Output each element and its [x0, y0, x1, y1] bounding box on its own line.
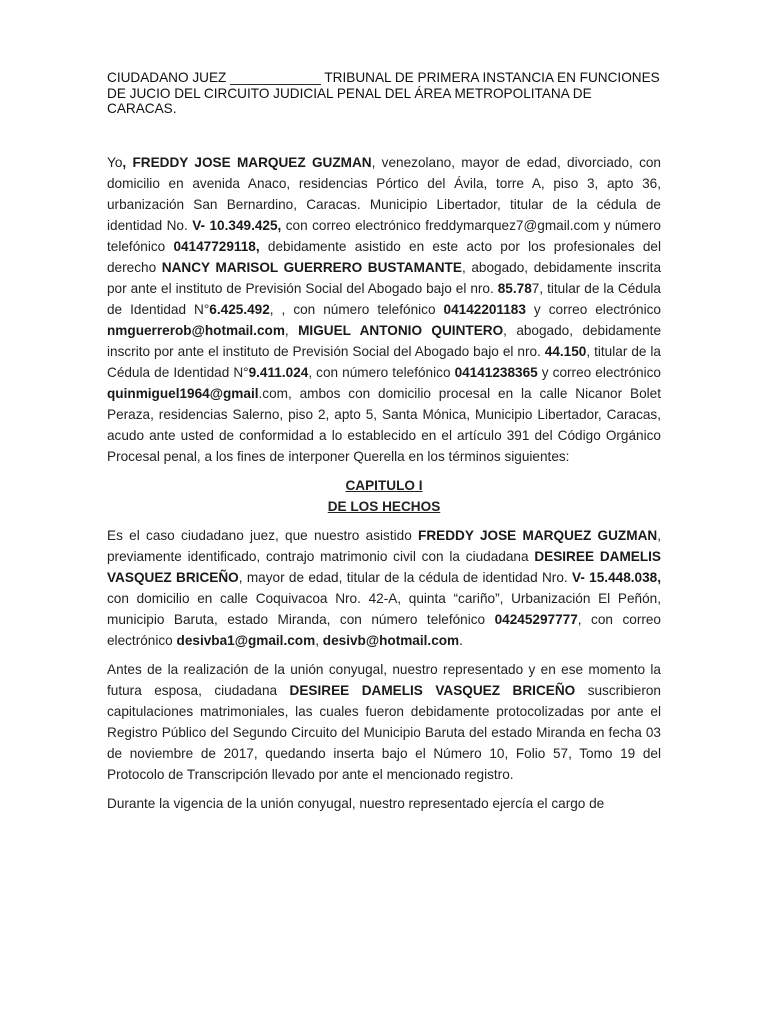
spouse-name: DESIREE DAMELIS VASQUEZ BRICEÑO: [289, 682, 576, 698]
text-run: .com, ambos con domicilio procesal en la calle Nicanor Bolet Peraza, residencias Salerno, piso 2, apto 5, Santa Mónica, Municipio Libertador, Caracas, acudo ante usted de conformidad a lo establecido en el artículo 391 del Código Orgánico Procesal penal, a los fines de interponer Querella en los términos siguientes:: [107, 385, 661, 464]
text-run: y número telefónico: [107, 217, 661, 254]
text-run: debidamente asistido en este acto por los profesionales del derecho: [107, 238, 662, 275]
text-run: 7, titular de la Cédula de Identidad N°: [107, 280, 661, 317]
chapter-heading: CAPITULO I: [345, 477, 423, 493]
text-run: , , con número telefónico: [269, 301, 444, 317]
text-run: , titular de la Cédula de Identidad N°: [107, 343, 661, 380]
text-run: Durante la vigencia de la unión conyugal, nuestro representado ejercía el cargo de: [107, 795, 605, 811]
spouse-id-number: V- 15.448.038,: [572, 569, 661, 585]
text-run: con correo electrónico: [281, 217, 426, 233]
text-run: ,: [284, 322, 299, 338]
document-page: [107, 70, 661, 814]
lawyer-1-phone: 04142201183: [443, 301, 526, 317]
court-address-header: CIUDADANO JUEZ ____________ TRIBUNAL DE PRIMERA INSTANCIA EN FUNCIONES DE JUCIO DEL CIRCUITO JUDICIAL PENAL DEL ÁREA METROPOLITANA DE CARACAS.: [107, 70, 660, 116]
lawyer-2-registry-number: 44.150: [544, 343, 587, 359]
text-run: .: [459, 632, 463, 648]
text-run: , con número telefónico: [308, 364, 455, 380]
text-run: con domicilio en calle Coquivacoa Nro. 42-A, quinta “cariño”, Urbanización El Peñón, municipio Baruta, estado Miranda, con número telefónico: [107, 590, 661, 627]
text-run: Es el caso ciudadano juez, que nuestro asistido: [107, 527, 419, 543]
spouse-name: DESIREE DAMELIS VASQUEZ BRICEÑO: [107, 548, 661, 585]
spouse-email-1: desivba1@gmail.com: [176, 632, 316, 648]
lawyer-2-id-number: 9.411.024: [248, 364, 309, 380]
petitioner-name: , FREDDY JOSE MARQUEZ GUZMAN: [122, 154, 372, 170]
lawyer-2-name: MIGUEL ANTONIO QUINTERO: [298, 322, 504, 338]
spouse-phone: 04245297777: [494, 611, 578, 627]
text-run: Yo: [107, 154, 123, 170]
text-run: , abogado, debidamente inscrita por ante el instituto de Previsión Social del Abogado bajo el nro.: [107, 259, 662, 296]
lawyer-1-email: nmguerrerob@hotmail.com: [107, 322, 285, 338]
text-run: , previamente identificado, contrajo matrimonio civil con la ciudadana: [107, 527, 661, 564]
spouse-email-2: desivb@hotmail.com: [322, 632, 460, 648]
petitioner-email: freddymarquez7@gmail.com: [425, 217, 600, 233]
lawyer-1-name: NANCY MARISOL GUERRERO BUSTAMANTE: [161, 259, 462, 275]
facts-paragraph-1: [107, 525, 661, 651]
petitioner-name: FREDDY JOSE MARQUEZ GUZMAN: [418, 527, 658, 543]
text-run: , con correo electrónico: [107, 611, 661, 648]
text-run: y correo electrónico: [525, 301, 661, 317]
lawyer-2-email: quinmiguel1964@gmail: [107, 385, 259, 401]
petitioner-id-number: V- 10.349.425,: [192, 217, 282, 233]
lawyer-1-registry-number: 85.78: [497, 280, 532, 296]
text-run: ,: [315, 632, 323, 648]
intro-paragraph: [107, 152, 661, 467]
section-heading: DE LOS HECHOS: [327, 498, 441, 514]
text-run: , venezolano, mayor de edad, divorciado, con domicilio en avenida Anaco, residencias Pórtico del Ávila, torre A, piso 3, apto 36, urbanización San Bernardino, Caracas. Municipio Libertador, titular de la cédula de identidad No.: [107, 154, 661, 233]
lawyer-1-id-number: 6.425.492: [209, 301, 270, 317]
text-run: suscribieron capitulaciones matrimoniales, las cuales fueron debidamente protocolizadas por ante el Registro Público del Segundo Circuito del Municipio Baruta del estado Miranda en fecha 03 de noviembre de 2017, quedando inserta bajo el Número 10, Folio 57, Tomo 19 del Protocolo de Transcripción llevado por ante el mencionado registro.: [107, 682, 661, 782]
text-run: , mayor de edad, titular de la cédula de identidad Nro.: [238, 569, 572, 585]
text-run: , abogado, debidamente inscrito por ante el instituto de Previsión Social del Abogado bajo el nro.: [107, 322, 661, 359]
facts-paragraph-2: [107, 659, 661, 785]
facts-paragraph-3: [107, 793, 661, 814]
petitioner-phone: 04147729118,: [173, 238, 260, 254]
text-run: y correo electrónico: [537, 364, 661, 380]
text-run: Antes de la realización de la unión conyugal, nuestro representado y en ese momento la futura esposa, ciudadana: [107, 661, 661, 698]
lawyer-2-phone: 04141238365: [454, 364, 538, 380]
